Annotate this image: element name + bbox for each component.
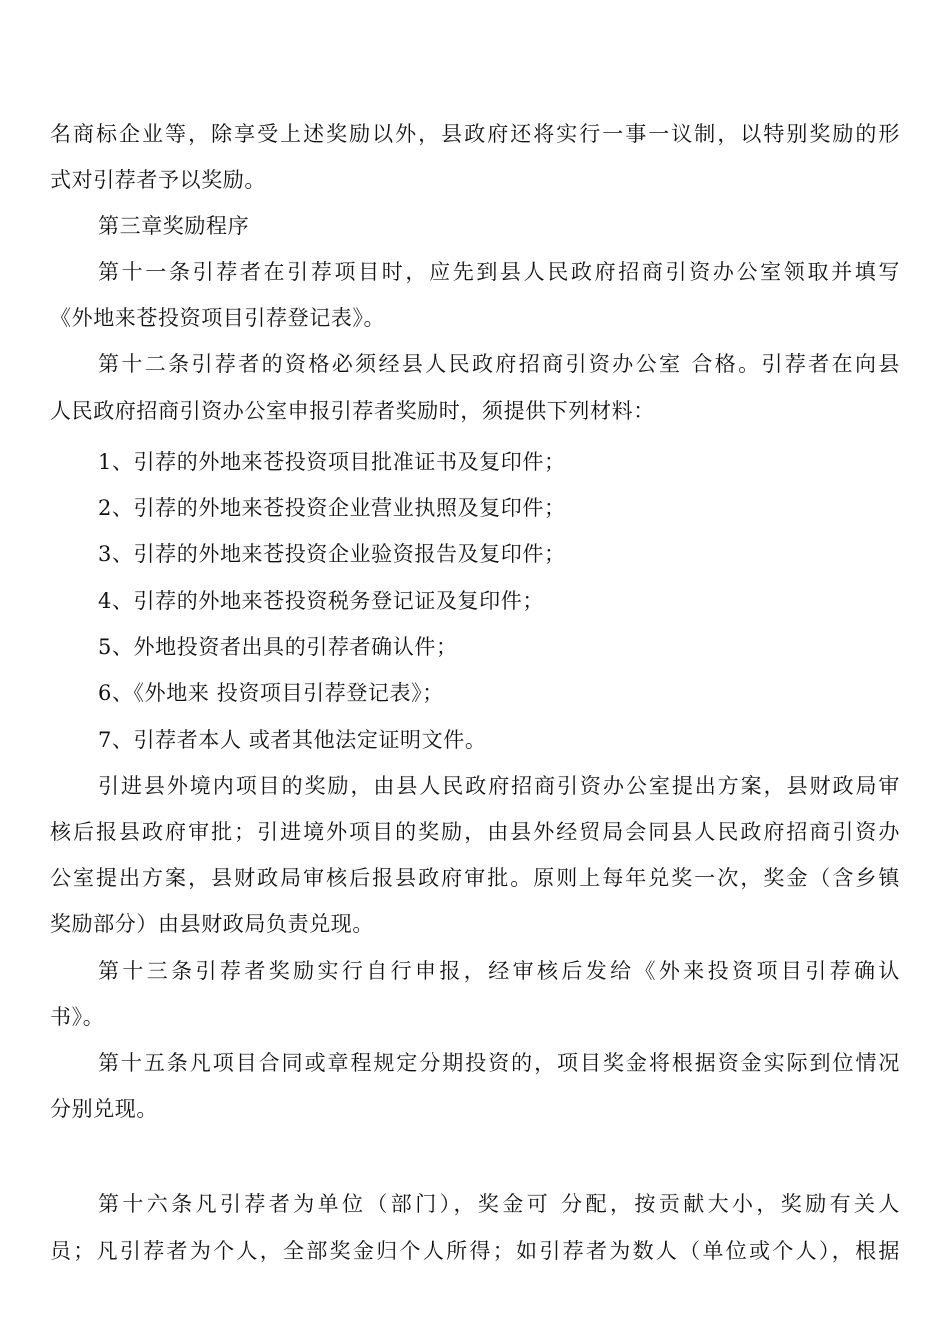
- list-item: 1、引荐的外地来苍投资项目批准证书及复印件；: [98, 450, 566, 474]
- text-line: 引进县外境内项目的奖励，由县人民政府招商引资办公室提出方案，县财政局审: [98, 774, 900, 798]
- text-line: 《外地来苍投资项目引荐登记表》。: [50, 306, 386, 330]
- text-line: 分别兑现。: [50, 1097, 158, 1121]
- text-line: 人民政府招商引资办公室申报引荐者奖励时，须提供下列材料：: [50, 399, 655, 423]
- text-line: 第十二条引荐者的资格必须经县人民政府招商引资办公室 合格。引荐者在向县: [98, 352, 900, 376]
- text-line: 奖励部分）由县财政局负责兑现。: [50, 912, 374, 936]
- text-line: 书》。: [50, 1005, 105, 1029]
- text-line: 第十三条引荐者奖励实行自行申报，经审核后发给《外来投资项目引荐确认: [98, 959, 900, 983]
- list-item: 6、《外地来 投资项目引荐登记表》；: [98, 681, 444, 705]
- text-line: 第十一条引荐者在引荐项目时，应先到县人民政府招商引资办公室领取并填写: [98, 260, 900, 284]
- list-item: 5、外地投资者出具的引荐者确认件；: [98, 635, 458, 659]
- text-line: 式对引荐者予以奖励。: [50, 168, 266, 192]
- text-line: 公室提出方案，县财政局审核后报县政府审批。原则上每年兑奖一次，奖金（含乡镇: [50, 866, 900, 890]
- section-heading: 第三章奖励程序: [98, 214, 250, 238]
- list-item: 3、引荐的外地来苍投资企业验资报告及复印件；: [98, 542, 566, 566]
- list-item: 2、引荐的外地来苍投资企业营业执照及复印件；: [98, 496, 566, 520]
- text-line: 核后报县政府审批；引进境外项目的奖励，由县外经贸局会同县人民政府招商引资办: [50, 820, 900, 844]
- text-line: 第十六条凡引荐者为单位（部门），奖金可 分配，按贡献大小，奖励有关人: [98, 1192, 900, 1216]
- list-item: 4、引荐的外地来苍投资税务登记证及复印件；: [98, 589, 544, 613]
- text-line: 第十五条凡项目合同或章程规定分期投资的，项目奖金将根据资金实际到位情况: [98, 1051, 900, 1075]
- text-line: 员；凡引荐者为个人，全部奖金归个人所得；如引荐者为数人（单位或个人），根据: [50, 1239, 900, 1263]
- list-item: 7、引荐者本人 或者其他法定证明文件。: [98, 728, 487, 752]
- text-line: 名商标企业等，除享受上述奖励以外，县政府还将实行一事一议制，以特别奖励的形: [50, 122, 900, 146]
